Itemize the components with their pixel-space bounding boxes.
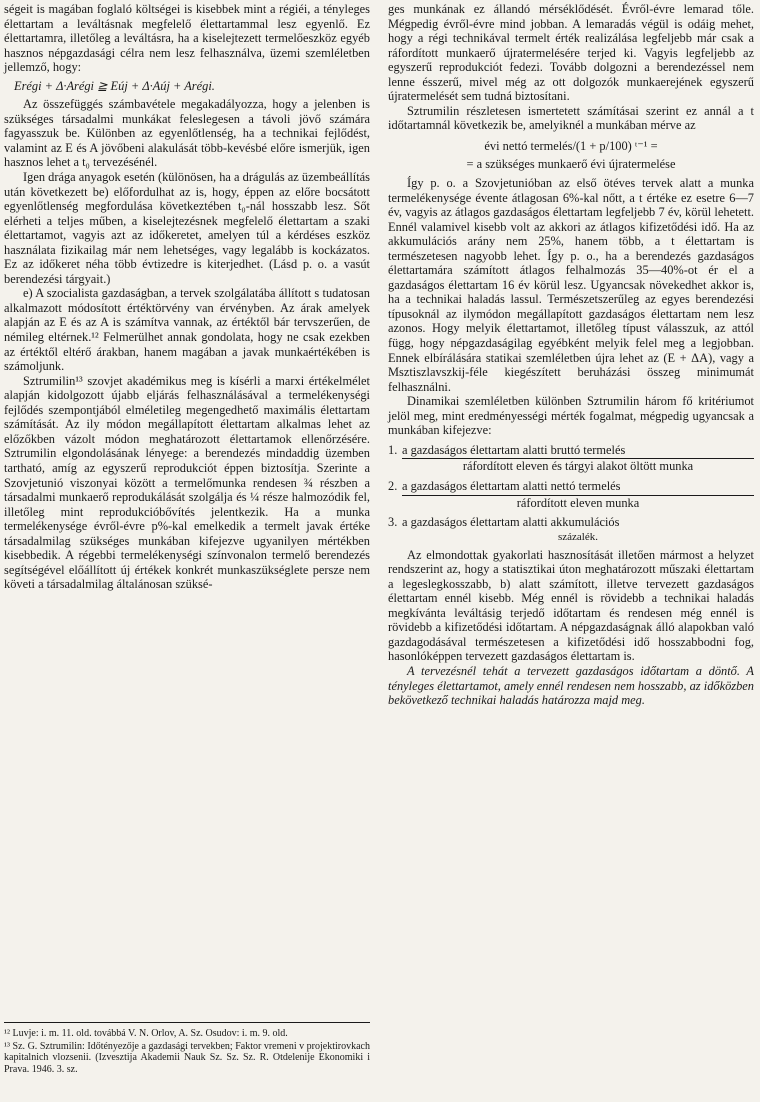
fraction-numerator: a gazdaságos élettartam alatti bruttó termelés [402, 443, 754, 460]
footnotes [4, 1022, 370, 1076]
criteria-line: a gazdaságos élettartam alatti akkumulációs [402, 515, 620, 530]
footnote-13: ¹³ Sz. G. Sztrumilin: Időtényezője a gazdasági tervekben; Faktor vremeni v projektirovkach kapitalnich vlozsenii. (Izvesztija Akademii Nauk Sz. Sz. Sz. R. Otdelenije Ekonomiki i Prava. 1946. 3. sz. [4, 1040, 370, 1075]
paragraph: Így p. o. a Szovjetunióban az első ötéves tervek alatt a munka termelékenysége évente átlagosan 6%-kal nőtt, a t értéke ez esetre 6—7 év, vagyis az átlagos gazdaságos élettartam legfeljebb 7 év, körül lehetett. Ennél valamivel kisebb volt az akkori az átlagos kifizetődési idő. Ha az akkumulációs arány nem 25%, hanem több, a t élettartam is természetesen nagyobb lehet. Így p. o., ha a berendezés gazdaságos élettartamára számított átlagos felhalmozás 35—40%-ot ér el a gazdaságos élettartam 16 év körül lesz. Ugyancsak növekedhet akkor is, ha a technikai haladás lassul. Természetszerűleg az egyes berendezési típusoknál az ilymódon megállapított gazdaságos élettartam nem lesz azonos. Hogy melyik élettartamot, illetőleg típust válasszuk, az attól függ, hogy népgazdaságilag egyébként melyik felel meg a legjobban. Ennek elbírálására statikai szemléletben újra lehet az (E + ΔA), vagy a Msztiszlavszkij-féle kiegészített beruházási összeg minimumát felhasználni. [388, 176, 754, 394]
formula-inequality: Erégi + Δ·Arégi ≧ Eúj + Δ·Aúj + Arégi. [14, 78, 215, 93]
fraction-denominator: ráfordított eleven munka [516, 495, 640, 510]
fraction [402, 443, 754, 474]
list-number: 1. [388, 442, 398, 457]
paragraph: e) A szocialista gazdaságban, a tervek szolgálatába állított s tudatosan alkalmazott módosított értéktörvény van érvényben. Az árak amelyek alapján az E és az A is számítva vannak, az értéktől bár tervszerűen, de némileg eltérnek.¹² Felmerülhet annak gondolata, hogy ne csak ezekben az értéktől eltérő árakban, hanem magában a javak munkaértékében is számoljunk. [4, 286, 370, 374]
criteria-item [388, 479, 754, 510]
criteria-item [388, 515, 754, 543]
criteria-item [388, 443, 754, 474]
formula-line: = a szükséges munkaerő évi újratermelése [466, 157, 676, 172]
paragraph: Az összefüggés számbavétele megakadályozza, hogy a jelenben is szükséges társadalmi munkákat feleslegesen a távoli jövő számára fagyasszuk be. Különben az egyenlőtlenség, ha a technikai fejlődést, valamint az E és A jövőbeni alakulását több-kevésbé előre ismerjük, igen hasznos lehet a t₀ tervezésénél. [4, 97, 370, 170]
criteria-list [388, 443, 754, 543]
list-number: 3. [388, 515, 398, 530]
list-number: 2. [388, 478, 398, 493]
paragraph: ségeit is magában foglaló költségei is kisebbek mint a régiéi, a tényleges élettartam a leváltásnak megfelelő élettartammal lesz egyenlő. Ez élettartamra, illetőleg a leváltásra, ha a kiselejtezett termelőeszköz egyéb hasznos népgazdasági célra nem lesz felhasználva, üzemi szemléletben jellemző, hogy: [4, 2, 370, 75]
criteria-text [402, 515, 754, 543]
paragraph: Sztrumilin¹³ szovjet akadémikus meg is kísérli a marxi értékelmélet alapján kidolgozott újabb eljárás felhasználásával a termelékenységi fejlődés szempontjából elméletileg megengedhető maximális élettartam számítását. Az ily módon megállapított élettartam alkalmas lehet az előzőkben vázolt módon meghatározott élettartamok ellenőrzésére. Sztrumilin elgondolásának lényege: a berendezés mindaddig üzemben tartható, amíg az egyszerű reprodukciót éppen biztosítja. Szerinte a Szovjetunió viszonyai között a termelőmunka rendesen ¾ részben a társadalmi munkaerő reprodukálását szolgálja és ¼ része halmozódik fel, illetőleg mint reprodukcióbővítés jelentkezik. Ha a munka termelékenysége évről-évre p%-kal emelkedik a termelt javak értéke társadalmilag szükséges munkában kifejezve ugyanilyen mértékben kisebbedik. A régebbi termelékenységi színvonalon termelő berendezés segítségével előállított új értékek konkrét munkaszükséglete persze nem követi a társadalmilag általánosan szüksé- [4, 373, 370, 592]
fraction-denominator: ráfordított eleven és tárgyi alakot öltött munka [462, 459, 694, 474]
fraction [402, 479, 754, 510]
paragraph: ges munkának ez állandó mérséklődését. Évről-évre lemarad tőle. Mégpedig évről-évre mind jobban. A lemaradás végül is odáig mehet, hogy a régi technikával termelt érték realizálása legfeljebb már csak a ráfordított munkaerő újratermelésére terjed ki. Vagyis legfeljebb az egyszerű reprodukciót fedezi. Tovább dolgozni a berendezéssel nem lenne ésszerű, mivel még az ott dolgozók munkaerejének egyszerű újratermelését sem tudná biztosítani. [388, 2, 754, 104]
paragraph: Az elmondottak gyakorlati hasznosítását illetően mármost a helyzet rendszerint az, hogy a statisztikai úton meghatározott műszaki élettartam a legeslegkosszabb, b) alatt számított, illetve tervezett gazdaságos élettartam ennél kisebb. Még ennél is rövidebb a technikai haladás megkívánta leváltásig terjedő időtartam és rendesen még ennél is rövidebb a kifizetődési időtartam. A népgazdaságnak álló alapokban való gazdagodásával természetesen a kifizetődési idő hosszabbodni fog, hasonlóképpen tervezett gazdaságos élettartam is. [388, 547, 754, 664]
paragraph: Igen drága anyagok esetén (különösen, ha a drágulás az üzembeállítás után következett be) előfordulhat az is, hogy, éppen az előre bocsátott egyenlőtlenség megfordulása következtében t₀-nál hosszabb lesz. Sőt elérheti a teljes műben, a kiselejtezésnek megfelelő élettartam a szaki élettartamot, vagyis azt az időkeretet, amelyen túl a kérdéses eszköz használata fizikailag már nem lehetséges, vagy legalább is kockázatos. Ez az időkeret néha több évtizedre is kiterjedhet. (Lásd p. o. a vasút berendezési tárgyait.) [4, 170, 370, 286]
paragraph: Sztrumilin részletesen ismertetett számításai szerint ez annál a t időtartamnál következik be, amelyiknél a munkában mérve az [388, 103, 754, 133]
fraction-numerator: a gazdaságos élettartam alatti nettó termelés [402, 479, 754, 496]
left-column [4, 2, 370, 592]
paragraph-italic: A tervezésnél tehát a tervezett gazdaságos időtartam a döntő. A tényleges élettartamot, amely ennél rendesen nem hosszabb, az időközben bekövetkező technikai haladás határozza majd meg. [388, 663, 754, 708]
paragraph: Dinamikai szemléletben különben Sztrumilin három fő kritériumot jelöl meg, mint eredményességi mérték fogalmat, mégpedig ugyancsak a munkában kifejezve: [388, 394, 754, 438]
criteria-line: százalék. [558, 530, 598, 543]
formula-line: évi nettó termelés/(1 + p/100) ᵗ⁻¹ = [484, 138, 658, 153]
footnote-12: ¹² Luvje: i. m. 11. old. továbbá V. N. Orlov, A. Sz. Osudov: i. m. 9. old. [4, 1028, 288, 1039]
right-column [388, 2, 754, 708]
